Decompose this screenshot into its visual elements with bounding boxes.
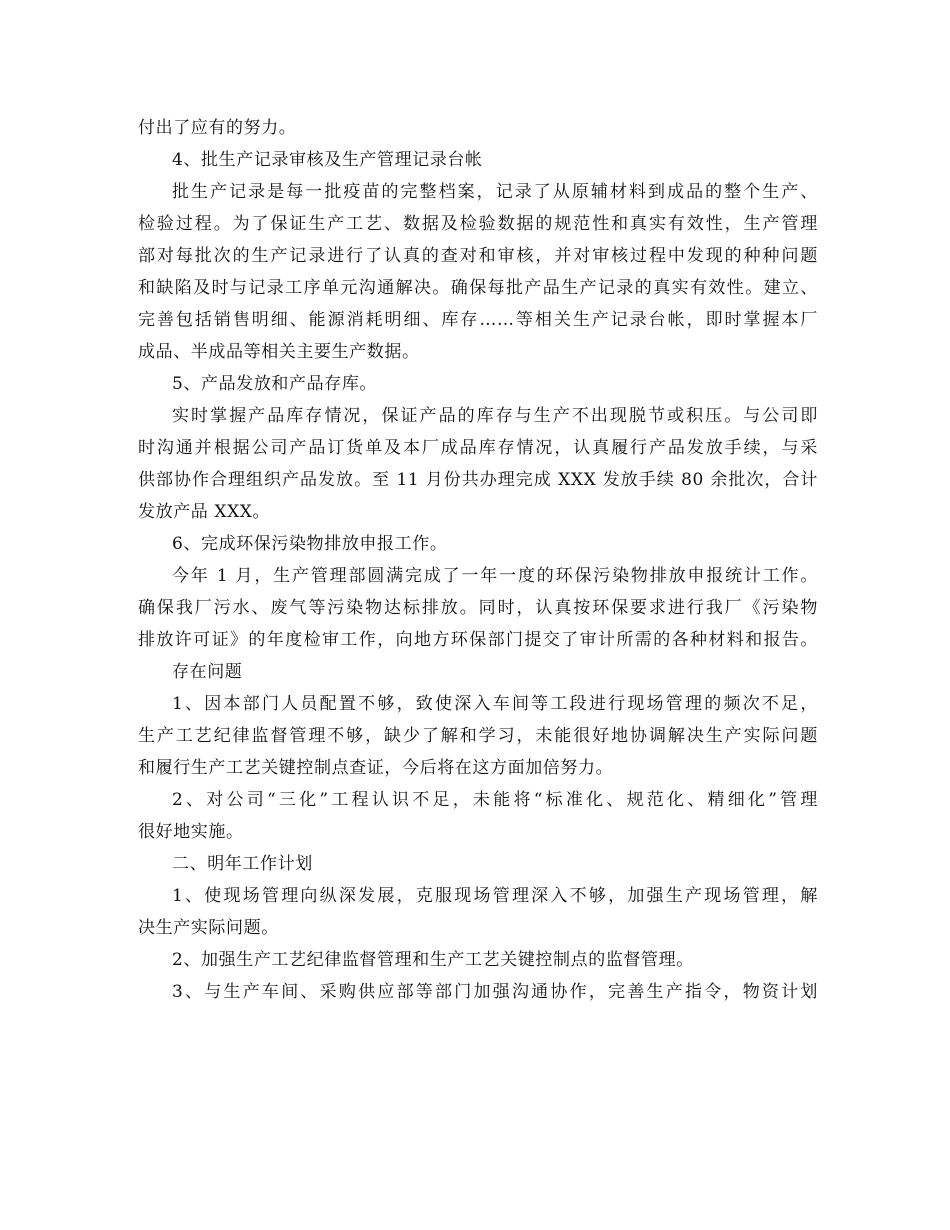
document-body [138, 112, 818, 1008]
text-line: 2、对公司“三化”工程认识不足，未能将“标准化、规范化、精细化”管理 [172, 790, 818, 810]
text-line: 4、批生产记录审核及生产管理记录台帐 [172, 150, 483, 170]
text-line: 发放产品 XXX。 [138, 502, 271, 522]
text-line: 5、产品发放和产品存库。 [172, 374, 378, 394]
text-line: 决生产实际问题。 [138, 918, 279, 938]
text-line: 二、明年工作计划 [172, 854, 313, 874]
text-line: 1、使现场管理向纵深发展，克服现场管理深入不够，加强生产现场管理，解 [172, 886, 818, 906]
text-line: 完善包括销售明细、能源消耗明细、库存……等相关生产记录台帐，即时掌握本厂 [138, 310, 818, 330]
text-line: 付出了应有的努力。 [138, 118, 297, 138]
text-line: 批生产记录是每一批疫苗的完整档案，记录了从原辅材料到成品的整个生产、 [172, 182, 818, 202]
text-line: 很好地实施。 [138, 822, 244, 842]
text-line: 存在问题 [172, 662, 243, 682]
text-line: 确保我厂污水、废气等污染物达标排放。同时，认真按环保要求进行我厂《污染物 [138, 598, 818, 618]
text-line: 检验过程。为了保证生产工艺、数据及检验数据的规范性和真实有效性，生产管理 [138, 214, 818, 234]
text-line: 今年 1 月，生产管理部圆满完成了一年一度的环保污染物排放申报统计工作。 [172, 566, 818, 586]
text-line: 排放许可证》的年度检审工作，向地方环保部门提交了审计所需的各种材料和报告。 [138, 630, 818, 650]
text-line: 时沟通并根据公司产品订货单及本厂成品库存情况，认真履行产品发放手续，与采 [138, 438, 818, 458]
text-line: 3、与生产车间、采购供应部等部门加强沟通协作，完善生产指令，物资计划 [172, 982, 818, 1002]
text-line: 6、完成环保污染物排放申报工作。 [172, 534, 448, 554]
text-line: 供部协作合理组织产品发放。至 11 月份共办理完成 XXX 发放手续 80 余批次，合计 [138, 470, 818, 490]
text-line: 生产工艺纪律监督管理不够，缺少了解和学习，未能很好地协调解决生产实际问题 [138, 726, 818, 746]
text-line: 成品、半成品等相关主要生产数据。 [138, 342, 420, 362]
text-line: 实时掌握产品库存情况，保证产品的库存与生产不出现脱节或积压。与公司即 [172, 406, 818, 426]
text-line: 部对每批次的生产记录进行了认真的查对和审核，并对审核过程中发现的种种问题 [138, 246, 818, 266]
text-line: 1、因本部门人员配置不够，致使深入车间等工段进行现场管理的频次不足， [172, 694, 818, 714]
text-line: 2、加强生产工艺纪律监督管理和生产工艺关键控制点的监督管理。 [172, 950, 694, 970]
text-line: 和缺陷及时与记录工序单元沟通解决。确保每批产品生产记录的真实有效性。建立、 [138, 278, 818, 298]
text-line: 和履行生产工艺关键控制点查证，今后将在这方面加倍努力。 [138, 758, 614, 778]
